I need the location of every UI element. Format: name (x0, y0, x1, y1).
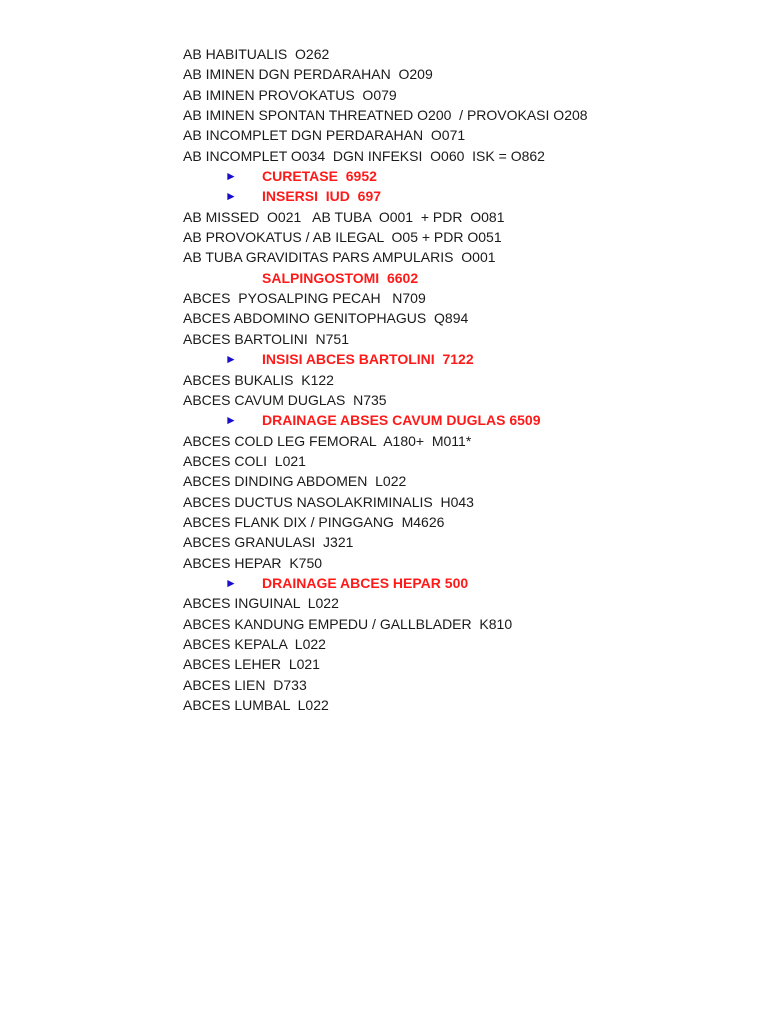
diagnosis-entry: ABCES PYOSALPING PECAH N709 (183, 290, 426, 307)
diagnosis-entry: ABCES BARTOLINI N751 (183, 330, 349, 347)
procedure-entry (183, 410, 763, 430)
diagnosis-entry: ABCES KEPALA L022 (183, 635, 326, 652)
bullet-arrow-icon: ► (225, 352, 237, 367)
diagnosis-entry: ABCES COLD LEG FEMORAL A180+ M011* (183, 432, 472, 449)
diagnosis-entry: AB IMINEN SPONTAN THREATNED O200 / PROVOKASI O208 (183, 107, 588, 124)
diagnosis-entry: ABCES COLI L021 (183, 452, 306, 469)
diagnosis-entry: AB MISSED O021 AB TUBA O001 + PDR O081 (183, 208, 505, 225)
procedure-entry (183, 349, 763, 369)
procedure-entry (183, 166, 763, 186)
diagnosis-entry: ABCES LUMBAL L022 (183, 697, 329, 713)
diagnosis-entry: AB IMINEN PROVOKATUS O079 (183, 86, 397, 103)
procedure-text: CURETASE 6952 (262, 168, 377, 185)
procedure-text: INSISI ABCES BARTOLINI 7122 (262, 351, 474, 368)
procedure-entry (183, 573, 763, 593)
diagnosis-entry: ABCES KANDUNG EMPEDU / GALLBLADER K810 (183, 615, 513, 632)
diagnosis-entry: ABCES BUKALIS K122 (183, 371, 334, 388)
procedure-text: DRAINAGE ABCES HEPAR 500 (262, 574, 469, 591)
diagnosis-entry: ABCES INGUINAL L022 (183, 595, 339, 612)
diagnosis-code-list (183, 44, 763, 715)
procedure-text: DRAINAGE ABSES CAVUM DUGLAS 6509 (262, 412, 541, 429)
diagnosis-entry: ABCES ABDOMINO GENITOPHAGUS Q894 (183, 310, 469, 327)
diagnosis-entry: ABCES DUCTUS NASOLAKRIMINALIS H043 (183, 493, 474, 510)
procedure-text: INSERSI IUD 697 (262, 188, 382, 205)
bullet-arrow-icon: ► (225, 413, 237, 428)
diagnosis-entry: AB PROVOKATUS / AB ILEGAL O05 + PDR O051 (183, 229, 502, 246)
procedure-entry (183, 186, 763, 206)
bullet-arrow-icon: ► (225, 189, 237, 204)
bullet-arrow-icon: ► (225, 169, 237, 184)
diagnosis-entry: AB IMINEN DGN PERDARAHAN O209 (183, 66, 433, 83)
diagnosis-entry: AB INCOMPLET DGN PERDARAHAN O071 (183, 127, 466, 144)
diagnosis-entry: ABCES LIEN D733 (183, 676, 307, 693)
diagnosis-entry: AB HABITUALIS O262 (183, 46, 330, 62)
diagnosis-entry: ABCES DINDING ABDOMEN L022 (183, 473, 407, 490)
diagnosis-entry: ABCES FLANK DIX / PINGGANG M4626 (183, 513, 445, 530)
diagnosis-entry: ABCES LEHER L021 (183, 656, 320, 673)
bullet-arrow-icon: ► (225, 575, 237, 590)
diagnosis-entry: ABCES CAVUM DUGLAS N735 (183, 391, 387, 408)
diagnosis-entry: ABCES GRANULASI J321 (183, 534, 354, 551)
diagnosis-entry: AB TUBA GRAVIDITAS PARS AMPULARIS O001 (183, 249, 496, 266)
procedure-text: SALPINGOSTOMI 6602 (262, 269, 419, 286)
procedure-entry (183, 268, 763, 288)
diagnosis-entry: ABCES HEPAR K750 (183, 554, 323, 571)
diagnosis-entry: AB INCOMPLET O034 DGN INFEKSI O060 ISK = O862 (183, 147, 545, 164)
